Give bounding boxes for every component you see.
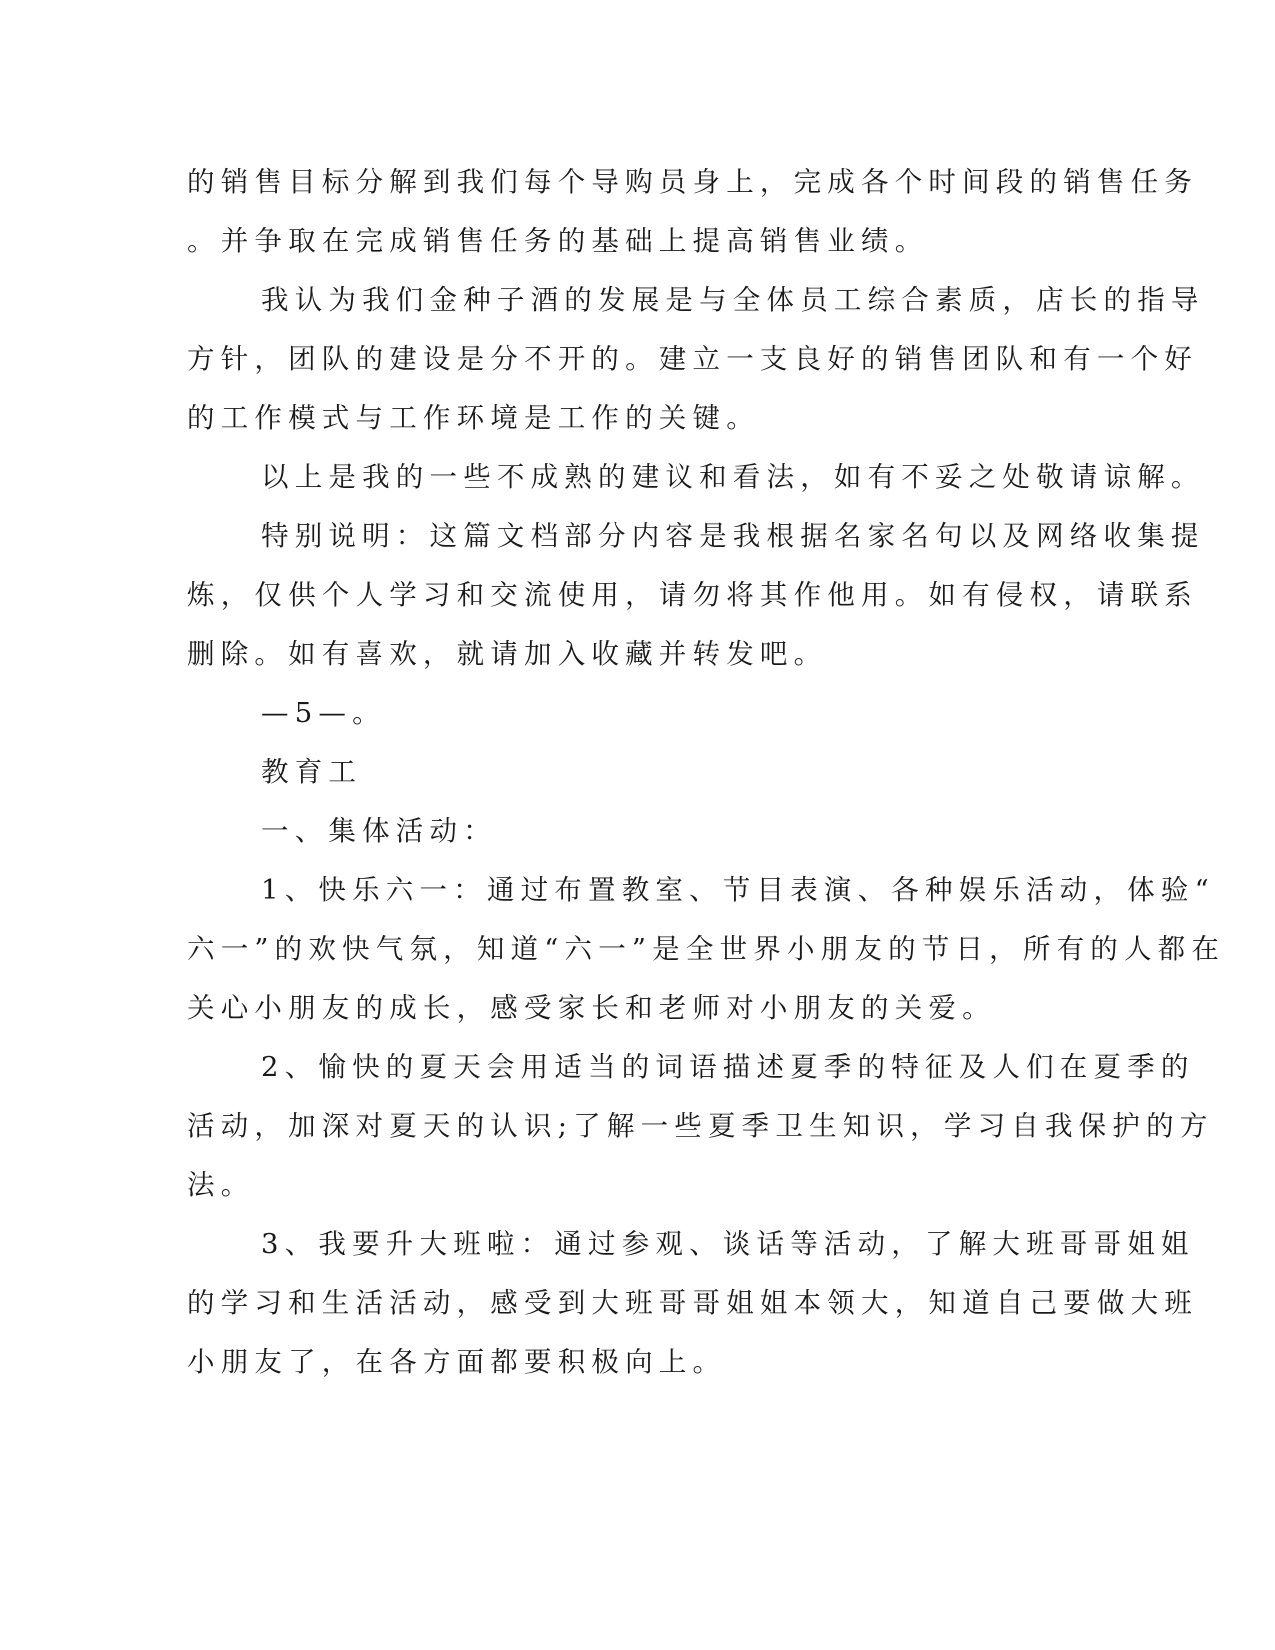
- text-line: 删除。如有喜欢，就请加入收藏并转发吧。: [187, 638, 828, 670]
- section-heading: 一、集体活动：: [261, 815, 497, 847]
- text-line: 小朋友了，在各方面都要积极向上。: [187, 1346, 727, 1378]
- text-line: 我认为我们金种子酒的发展是与全体员工综合素质，店长的指导: [261, 284, 1205, 316]
- text-line: 以上是我的一些不成熟的建议和看法，如有不妥之处敬请谅解。: [261, 461, 1205, 493]
- text-line: 2、愉快的夏天会用适当的词语描述夏季的特征及人们在夏季的: [261, 1051, 1195, 1083]
- text-line: 1、快乐六一：通过布置教室、节目表演、各种娱乐活动，体验“: [261, 874, 1215, 906]
- text-line: 3、我要升大班啦：通过参观、谈话等活动，了解大班哥哥姐姐: [261, 1228, 1195, 1260]
- text-line: 法。: [187, 1169, 255, 1201]
- text-line: 。并争取在完成销售任务的基础上提高销售业绩。: [187, 225, 929, 257]
- text-line: 方针，团队的建设是分不开的。建立一支良好的销售团队和有一个好: [187, 343, 1198, 375]
- text-line: 特别说明：这篇文档部分内容是我根据名家名句以及网络收集提: [261, 520, 1205, 552]
- text-line: 活动，加深对夏天的认识;了解一些夏季卫生知识，学习自我保护的方: [187, 1110, 1214, 1142]
- section-title: 教育工: [261, 756, 363, 788]
- text-line: 关心小朋友的成长，感受家长和老师对小朋友的关爱。: [187, 992, 996, 1024]
- text-line: 的销售目标分解到我们每个导购员身上，完成各个时间段的销售任务: [187, 166, 1198, 198]
- text-line: 的学习和生活活动，感受到大班哥哥姐姐本领大，知道自己要做大班: [187, 1287, 1198, 1319]
- text-line: 的工作模式与工作环境是工作的关键。: [187, 402, 760, 434]
- text-line: 六一”的欢快气氛，知道“六一”是全世界小朋友的节日，所有的人都在: [187, 933, 1226, 965]
- page-number: —5—。: [261, 697, 386, 729]
- text-line: 炼，仅供个人学习和交流使用，请勿将其作他用。如有侵权，请联系: [187, 579, 1198, 611]
